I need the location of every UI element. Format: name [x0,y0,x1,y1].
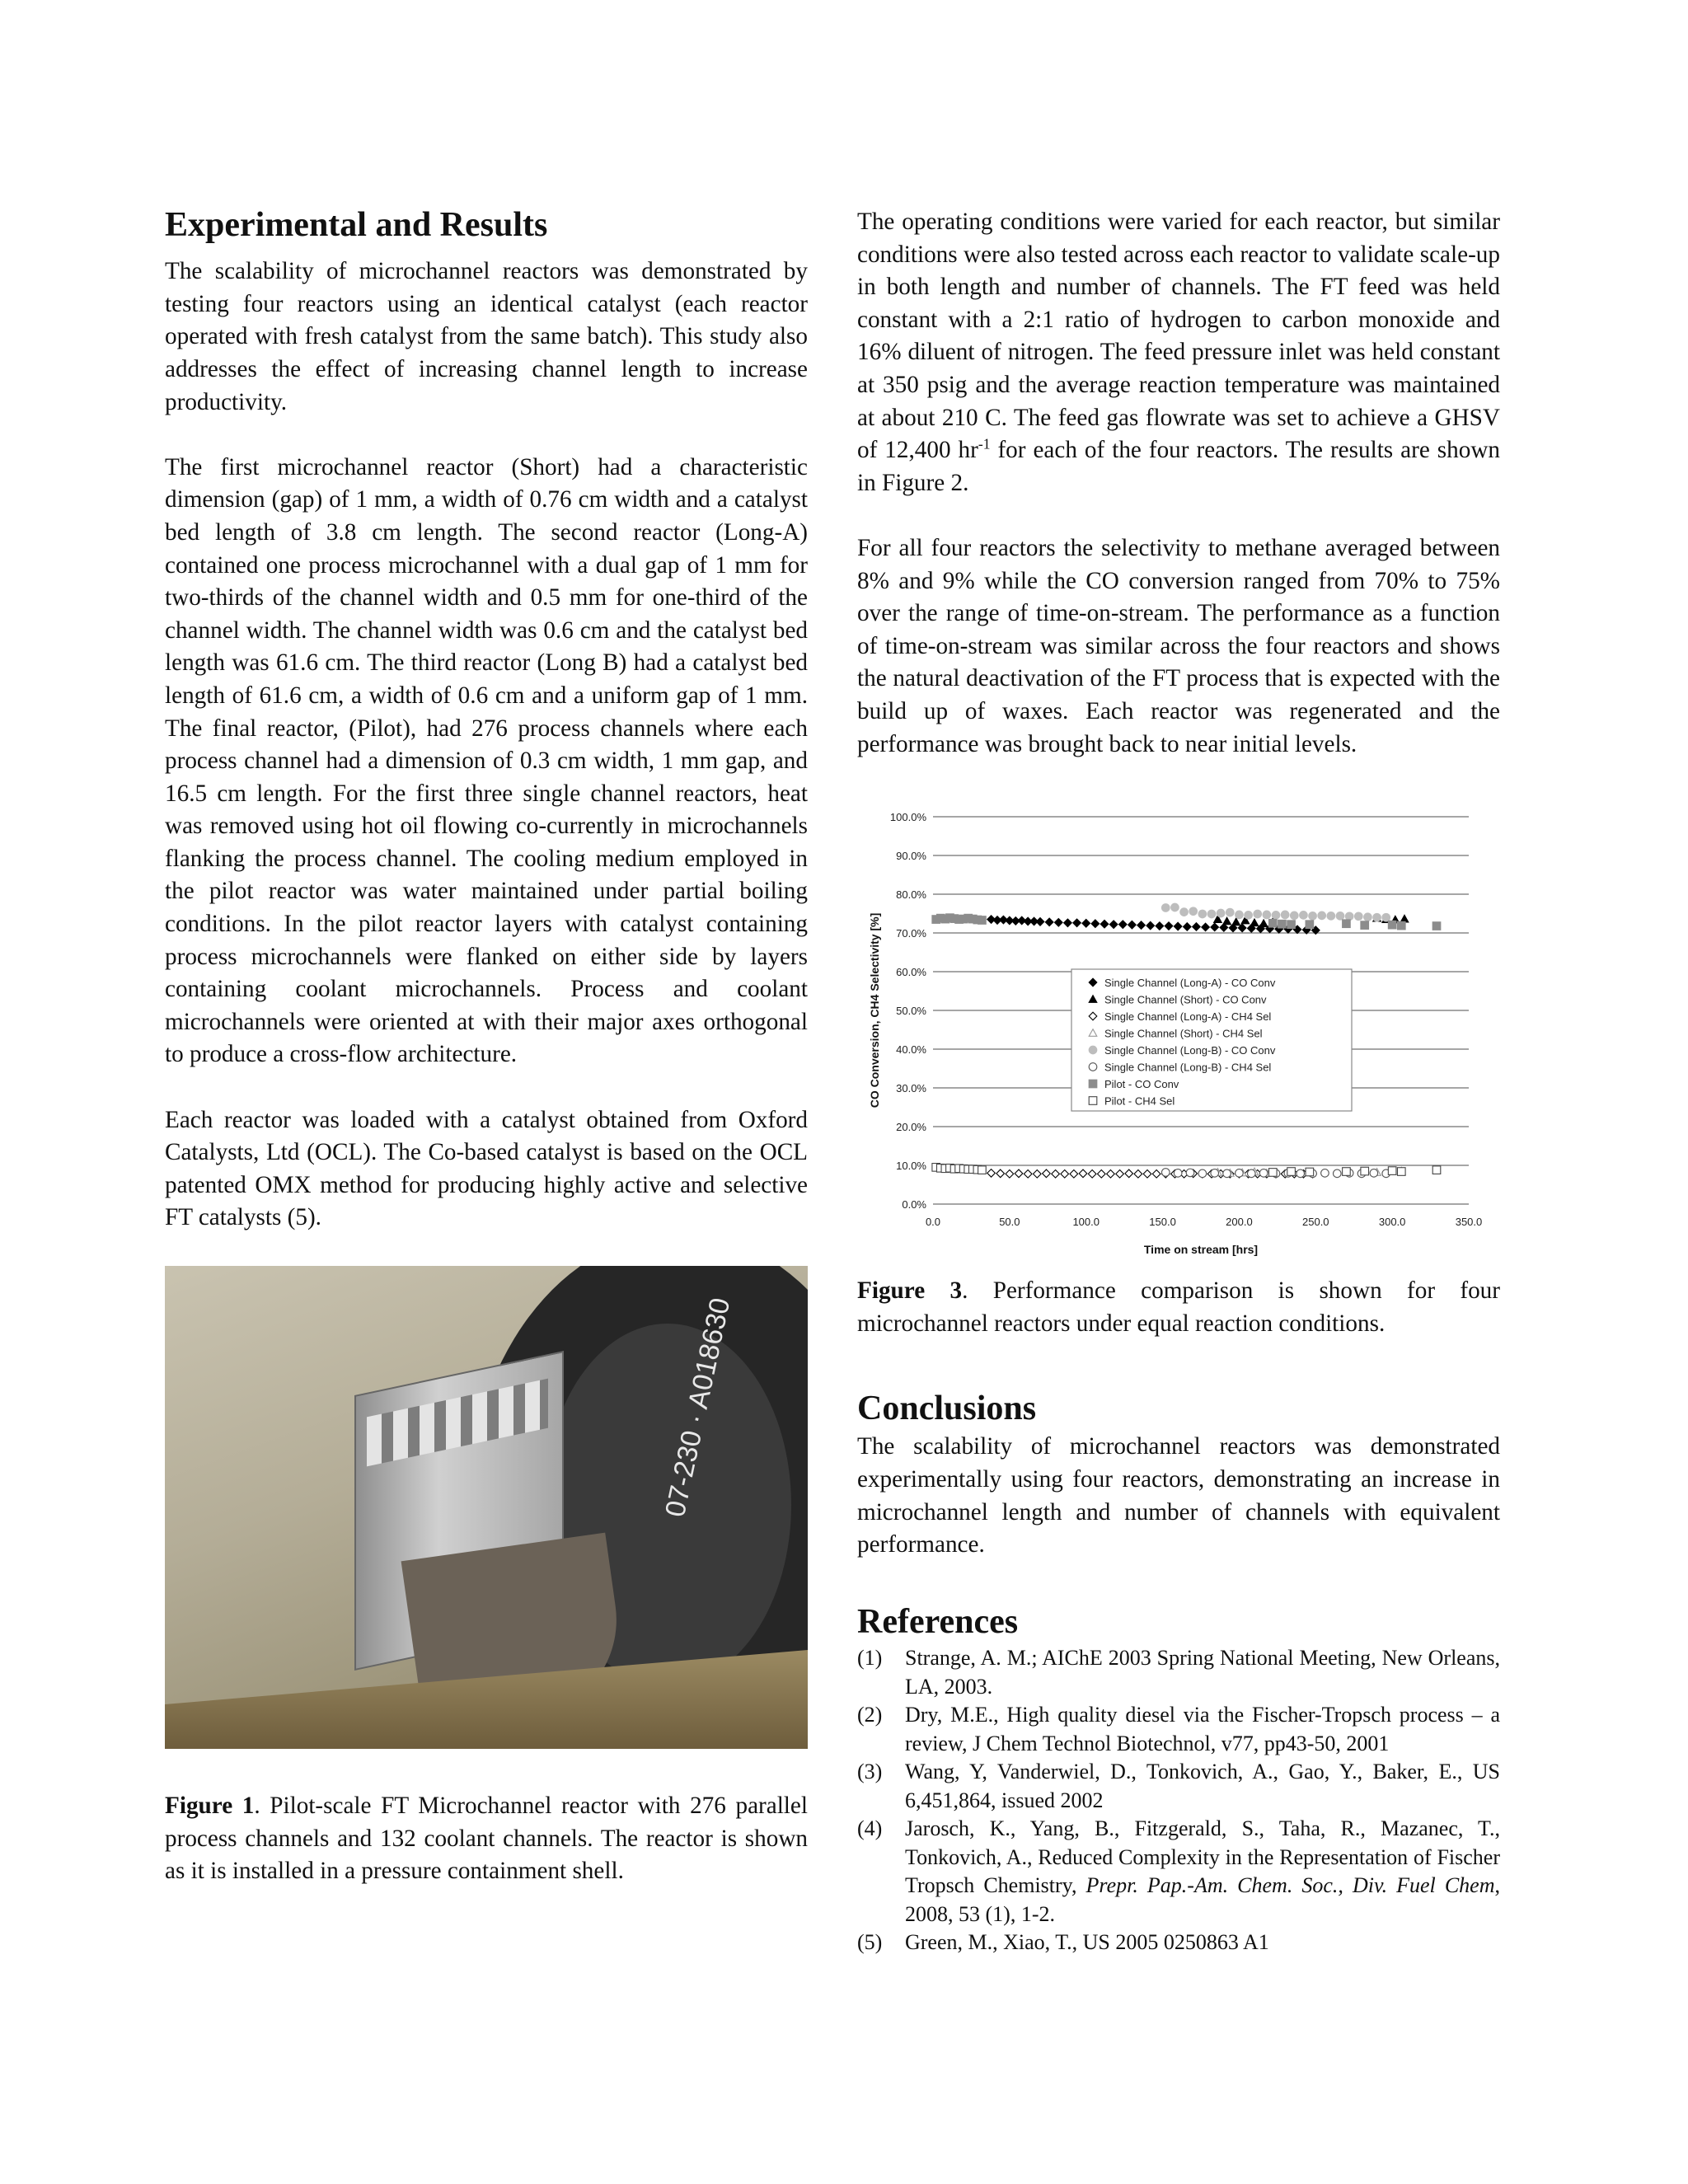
reference-number: (1) [857,1646,883,1671]
data-point-series-5 [1370,1169,1378,1178]
x-tick-label: 50.0 [999,1216,1020,1229]
y-tick-label: 60.0% [896,966,926,979]
x-tick-label: 200.0 [1226,1216,1253,1229]
data-point-series-4 [1336,912,1344,921]
data-point-series-4 [1364,913,1372,921]
reference-journal: Prepr. Pap.-Am. Chem. Soc., Div. Fuel Chem [1085,1873,1495,1898]
data-point-series-4 [1318,912,1326,920]
data-point-series-7 [1343,1168,1351,1176]
figure-1-text: . Pilot-scale FT Microchannel reactor with 276 parallel process channels and 132 coolant channels. The reactor is shown as it is installed in a pressure containment shell. [165,1793,808,1885]
data-point-series-2 [987,1169,996,1178]
legend-entry: Pilot - CH4 Sel [1104,1094,1175,1108]
data-point-series-7 [1287,1168,1296,1176]
legend-entry: Single Channel (Short) - CH4 Sel [1104,1027,1263,1040]
data-point-series-1 [1259,920,1268,927]
paragraph-catalyst: Each reactor was loaded with a catalyst obtained from Oxford Catalysts, Ltd (OCL). The Co-based catalyst is based on the OCL patented OMX method for producing highly active and selective FT catalysts (5). [165,1106,808,1231]
data-point-series-5 [1198,1169,1207,1178]
data-point-series-4 [1382,913,1390,921]
data-point-series-6 [1287,921,1296,929]
data-point-series-2 [1125,1169,1133,1178]
section-heading-conclusions: Conclusions [857,1390,1037,1428]
data-point-series-4 [1373,913,1381,921]
data-point-series-5 [1161,1169,1170,1177]
y-tick-label: 100.0% [889,811,926,824]
operating-conditions-text-a: The operating conditions were varied for each reactor, but similar conditions were also tested across each reactor to validate scale-up in both length and number of channels. The FT feed was held constant with a 2:1 ratio of hydrogen to carbon monoxide and 16% diluent of nitrogen. The feed pressure inlet was held constant at 350 psig and the average reaction temperature was maintained at about 210 C. The feed gas flowrate was set to achieve a GHSV of 12,400 hr [857,209,1500,464]
data-point-series-5 [1296,1169,1305,1178]
data-point-series-4 [1300,912,1308,920]
data-point-series-4 [1207,910,1216,918]
legend-entry: Single Channel (Short) - CO Conv [1104,993,1267,1006]
y-tick-label: 0.0% [902,1198,926,1212]
reference-item [857,1701,1500,1758]
legend-marker [1089,1080,1097,1088]
data-point-series-2 [1033,1170,1041,1179]
data-point-series-0 [1064,919,1072,927]
data-point-series-2 [1006,1170,1014,1179]
data-point-series-5 [1211,1169,1219,1178]
data-point-series-7 [1306,1168,1314,1176]
data-point-series-2 [1061,1170,1069,1179]
x-tick-label: 350.0 [1455,1216,1483,1229]
data-point-series-4 [1281,911,1289,919]
data-point-series-5 [1259,1169,1268,1178]
data-point-series-0 [1211,923,1219,931]
figure-3-caption [857,1275,1500,1340]
data-point-series-0 [1100,920,1109,928]
data-point-series-4 [1198,910,1207,918]
data-point-series-0 [1118,921,1127,929]
data-point-series-5 [1236,1169,1244,1178]
data-point-series-6 [1278,920,1287,928]
data-point-series-4 [1245,912,1253,920]
y-axis-label: CO Conversion, CH4 Selectivity [%] [868,912,881,1108]
shell-stamp-text: 07-230 · A018630 [659,1295,737,1520]
paragraph-conclusions: The scalability of microchannel reactors was demonstrated experimentally using four reactors, demonstrating an increase in microchannel length and number of channels with equivalent performance. [857,1433,1500,1558]
paragraph-scalability: The scalability of microchannel reactors was demonstrated by testing four reactors using an identical catalyst (each reactor operated with fresh catalyst from the same batch). This study also addresses the effect of increasing channel length to increase productivity. [165,258,808,415]
data-point-series-4 [1290,912,1298,920]
data-point-series-5 [1321,1169,1329,1178]
data-point-series-7 [1388,1167,1396,1175]
data-point-series-0 [1082,920,1090,928]
reference-item [857,1644,1500,1701]
data-point-series-6 [1432,922,1441,930]
data-point-series-7 [978,1166,987,1174]
reference-text: Strange, A. M.; AIChE 2003 Spring National Meeting, New Orleans, LA, 2003. [905,1646,1500,1699]
reference-text: Green, M., Xiao, T., US 2005 0250863 A1 [905,1930,1269,1955]
data-point-series-6 [1388,921,1396,929]
section-heading-references: References [857,1602,1019,1641]
ghsv-exponent: -1 [978,435,991,452]
legend-marker [1089,1046,1097,1054]
x-tick-label: 300.0 [1378,1216,1406,1229]
figure-3-text: . Performance comparison is shown for four microchannel reactors under equal reaction conditions. [857,1277,1500,1337]
data-point-series-4 [1189,907,1198,916]
x-tick-label: 150.0 [1149,1216,1176,1229]
legend-entry: Single Channel (Long-B) - CO Conv [1104,1044,1276,1057]
data-point-series-2 [1043,1169,1051,1178]
data-point-series-6 [1268,920,1277,928]
data-point-series-2 [1015,1169,1023,1178]
data-point-series-4 [1272,912,1280,920]
data-point-series-1 [1400,915,1409,922]
right-column [857,206,1500,1957]
x-tick-label: 100.0 [1072,1216,1100,1229]
data-point-series-6 [978,916,987,925]
legend-entry: Single Channel (Long-B) - CH4 Sel [1104,1061,1272,1074]
data-point-series-0 [1128,921,1137,929]
reference-text: Dry, M.E., High quality diesel via the Fischer-Tropsch process – a review, J Chem Technol Biotechnol, v77, pp43-50, 2001 [905,1703,1500,1755]
data-point-series-0 [1054,919,1062,927]
y-tick-label: 10.0% [896,1160,926,1173]
reference-item [857,1929,1500,1957]
reference-number: (4) [857,1816,883,1841]
data-point-series-5 [1186,1169,1194,1177]
data-point-series-0 [1174,922,1182,930]
data-point-series-5 [1333,1169,1341,1178]
data-point-series-1 [1250,919,1259,926]
reference-text: Wang, Y, Vanderwiel, D., Tonkovich, A., Gao, Y., Baker, E., US 6,451,864, issued 2002 [905,1760,1500,1812]
x-tick-label: 0.0 [925,1216,941,1229]
reference-number: (3) [857,1760,883,1784]
data-point-series-4 [1236,911,1244,919]
data-point-series-2 [1134,1170,1142,1179]
data-point-series-4 [1254,910,1262,918]
x-axis-label: Time on stream [hrs] [1143,1243,1259,1257]
data-point-series-7 [1432,1166,1441,1174]
reactor-photo [165,1266,808,1749]
data-point-series-4 [1161,904,1170,912]
data-point-series-2 [996,1169,1005,1178]
y-tick-label: 30.0% [896,1082,926,1095]
legend-entry: Pilot - CO Conv [1104,1078,1179,1091]
x-tick-label: 250.0 [1302,1216,1329,1229]
data-point-series-6 [1397,921,1405,930]
data-point-series-4 [1327,912,1335,921]
paragraph-reactor-description: The first microchannel reactor (Short) had a characteristic dimension (gap) of 1 mm, a width of 0.76 cm width and a catalyst bed length of 3.8 cm length. The second reactor (Long-A) contained one process microchannel with a dual gap of 1 mm for two-thirds of the channel width and 0.5 mm for one-third of the channel width. The channel width was 0.6 cm and the catalyst bed length was 61.6 cm. The third reactor (Long B) had a catalyst bed length of 61.6 cm, a width of 0.6 cm and a uniform gap of 1 mm. The final reactor, (Pilot), had 276 process channels where each process channel had a dimension of 0.3 cm width, 1 mm gap, and 16.5 cm length. For the first three single channel reactors, heat was removed using hot oil flowing co-currently in microchannels flanking the process channel. The cooling medium employed in the pilot reactor was water maintained under partial boiling conditions. In the pilot reactor layers with catalyst containing process microchannels were flanked on either side by layers containing coolant microchannels. Process and coolant microchannels were oriented at with their major axes orthogonal to produce a cross-flow architecture. [165,453,808,1068]
data-point-series-4 [1354,912,1362,921]
y-tick-label: 40.0% [896,1043,926,1057]
y-tick-label: 20.0% [896,1121,926,1134]
y-tick-label: 80.0% [896,888,926,902]
data-point-series-4 [1171,903,1179,912]
y-tick-label: 70.0% [896,927,926,940]
y-tick-label: 90.0% [896,850,926,863]
data-point-series-7 [1361,1167,1369,1175]
data-point-series-6 [1306,921,1314,929]
data-point-series-0 [1045,918,1053,926]
left-column [165,206,808,1888]
data-point-series-5 [1223,1169,1231,1178]
section-heading-experimental: Experimental and Results [165,206,548,244]
data-point-series-2 [1107,1170,1115,1179]
data-point-series-6 [1343,920,1351,928]
paragraph-selectivity: For all four reactors the selectivity to methane averaged between 8% and 9% while the CO conversion ranged from 70% to 75% over the range of time-on-stream. The performance as a function of time-on-stream was similar across the four reactors and shows the natural deactivation of the FT process that is expected with the build up of waxes. Each reactor was regenerated and the performance was brought back to near initial levels. [857,534,1500,757]
data-point-series-4 [1180,908,1189,916]
data-point-series-4 [1345,912,1353,921]
data-point-series-0 [1156,922,1164,930]
reference-text-tail: , 2008, 53 (1), 1-2. [905,1873,1500,1926]
y-tick-label: 50.0% [896,1005,926,1018]
data-point-series-2 [1070,1170,1078,1179]
data-point-series-4 [1217,909,1225,917]
data-point-series-7 [1268,1169,1277,1177]
reference-number: (2) [857,1703,883,1727]
paragraph-operating-conditions [857,206,1500,499]
data-point-series-0 [1165,922,1173,930]
data-point-series-0 [1036,918,1044,926]
data-point-series-0 [1109,921,1118,929]
data-point-series-2 [1097,1170,1105,1179]
data-point-series-2 [1079,1169,1087,1178]
data-point-series-7 [1397,1168,1405,1176]
data-point-series-2 [1152,1170,1160,1179]
data-point-series-2 [1143,1170,1151,1179]
data-point-series-2 [1024,1170,1032,1179]
legend-marker [1089,1063,1097,1071]
data-point-series-0 [1202,923,1210,931]
data-point-series-6 [1361,921,1369,930]
data-point-series-1 [1223,917,1231,925]
data-point-series-4 [1263,911,1271,919]
reference-item [857,1815,1500,1929]
data-point-series-2 [1116,1170,1124,1179]
data-point-series-0 [1193,923,1201,931]
data-point-series-0 [1073,919,1081,927]
legend-entry: Single Channel (Long-A) - CO Conv [1104,977,1276,990]
figure-3-label: Figure 3 [857,1277,963,1305]
operating-conditions-text-b: for each of the four reactors. The results are shown in Figure 2. [857,437,1500,496]
data-point-series-4 [1226,908,1234,916]
data-point-series-5 [1247,1169,1255,1178]
data-point-series-0 [1137,921,1146,930]
performance-chart [857,808,1500,1270]
references-list [857,1644,1500,1957]
data-point-series-4 [1309,912,1317,921]
data-point-series-2 [1088,1170,1096,1179]
data-point-series-2 [1052,1170,1060,1179]
figure-1-label: Figure 1 [165,1793,255,1819]
reference-number: (5) [857,1930,883,1955]
data-point-series-1 [1232,918,1240,926]
legend-marker [1089,1097,1097,1105]
legend-entry: Single Channel (Long-A) - CH4 Sel [1104,1010,1272,1024]
data-point-series-0 [1091,920,1100,928]
data-point-series-5 [1174,1169,1182,1178]
figure-1-caption [165,1790,808,1888]
data-point-series-0 [1146,921,1155,930]
performance-chart-svg [857,808,1500,1270]
reference-text: Jarosch, K., Yang, B., Fitzgerald, S., Taha, R., Mazanec, T., Tonkovich, A., Reduced Complexity in the Representation of Fischer Tropsch Chemistry, [905,1816,1500,1898]
reference-item [857,1758,1500,1815]
data-point-series-0 [1183,923,1191,931]
